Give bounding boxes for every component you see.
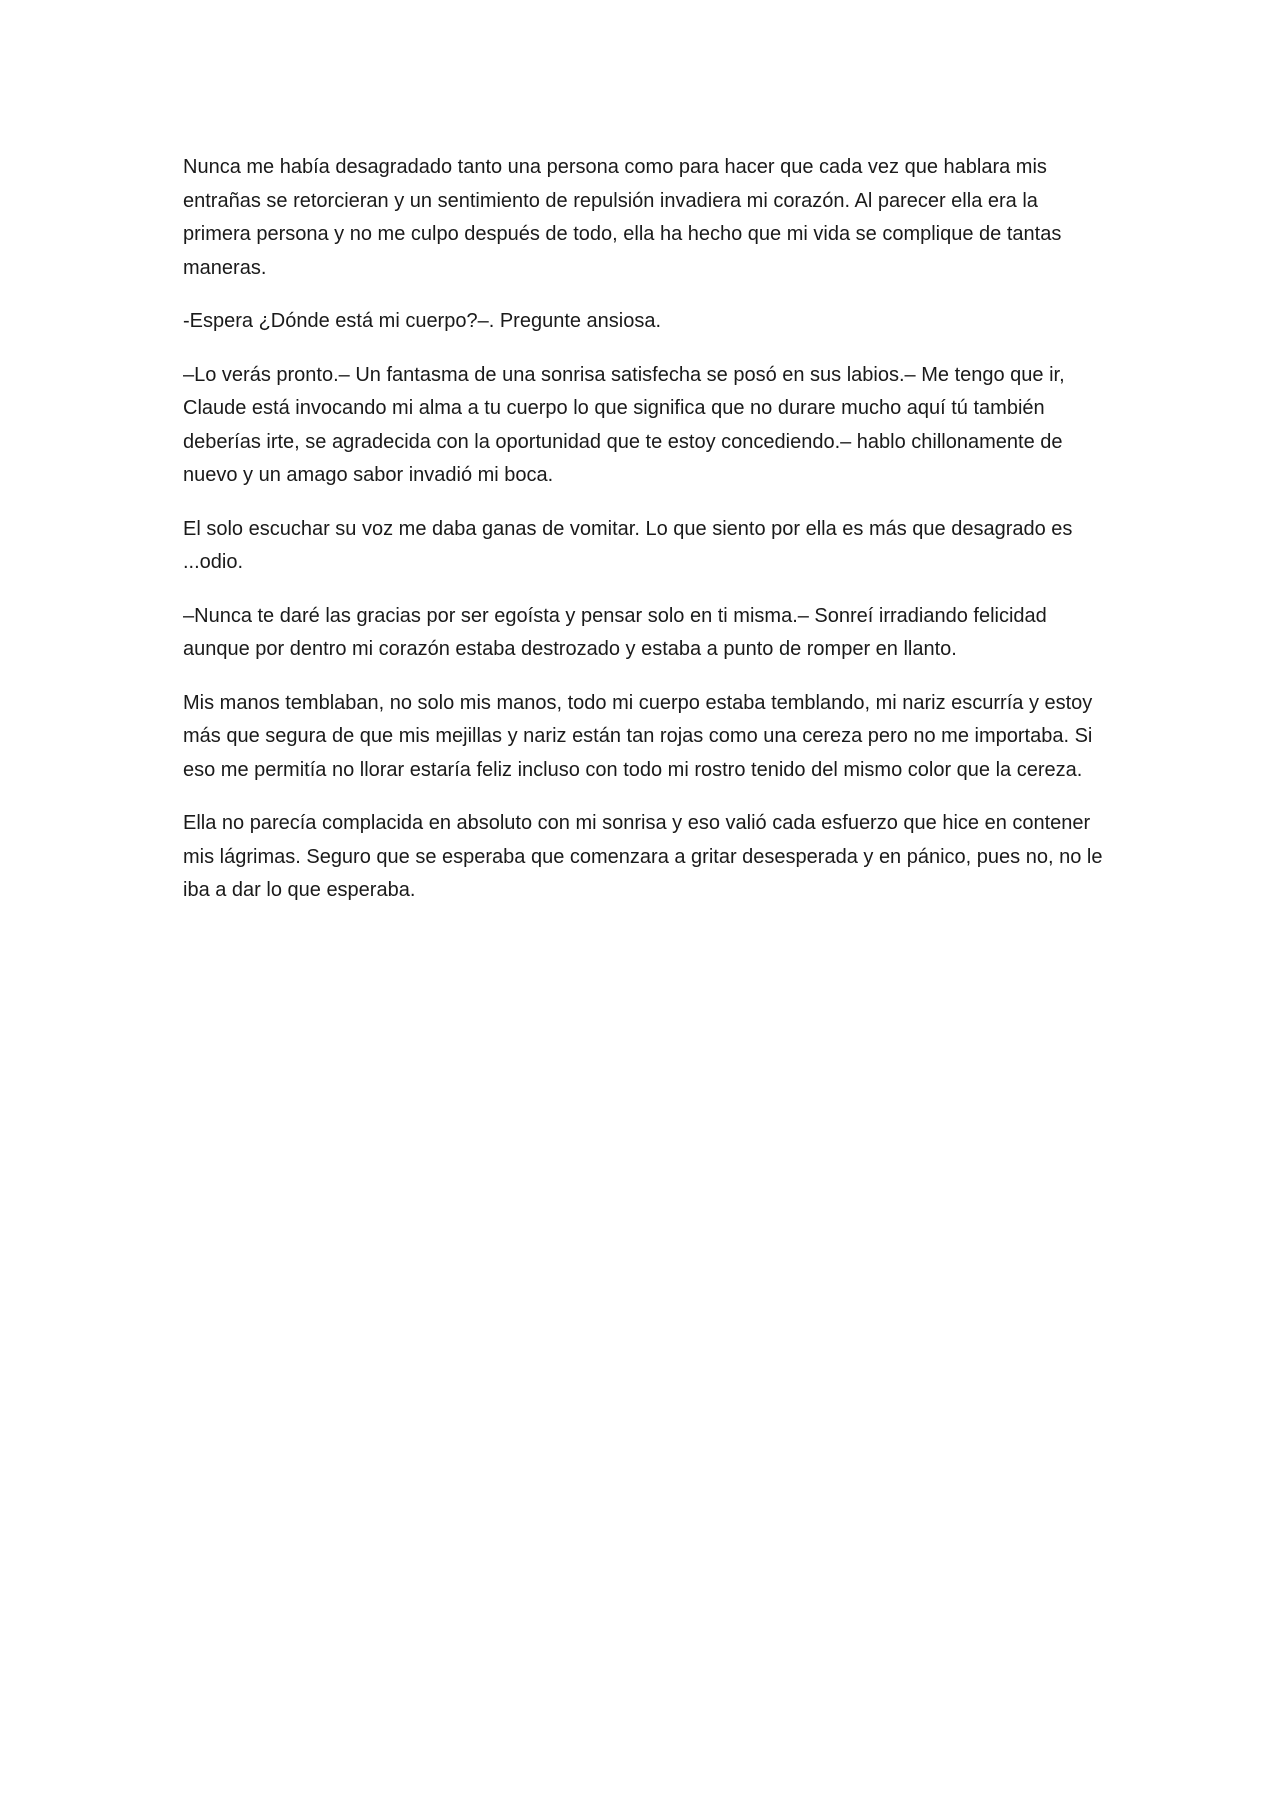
document-body [183, 151, 1103, 928]
paragraph-4: El solo escuchar su voz me daba ganas de vomitar. Lo que siento por ella es más que desagrado es ...odio. [183, 517, 1073, 573]
paragraph-1: Nunca me había desagradado tanto una persona como para hacer que cada vez que hablara mis entrañas se retorcieran y un sentimiento de repulsión invadiera mi corazón. Al parecer ella era la primera persona y no me culpo después de todo, ella ha hecho que mi vida se complique de tantas maneras. [183, 156, 1062, 279]
paragraph-6: Mis manos temblaban, no solo mis manos, todo mi cuerpo estaba temblando, mi nariz escurría y estoy más que segura de que mis mejillas y nariz están tan rojas como una cereza pero no me importaba. Si eso me permitía no llorar estaría feliz incluso con todo mi rostro tenido del mismo color que la cereza. [183, 691, 1093, 781]
paragraph-7: Ella no parecía complacida en absoluto con mi sonrisa y eso valió cada esfuerzo que hice en contener mis lágrimas. Seguro que se esperaba que comenzara a gritar desesperada y en pánico, pues no, no le iba a dar lo que esperaba. [183, 812, 1103, 901]
paragraph-3: –Lo verás pronto.– Un fantasma de una sonrisa satisfecha se posó en sus labios.– Me tengo que ir, Claude está invocando mi alma a tu cuerpo lo que significa que no durare mucho aquí tú también deberías irte, se agradecida con la oportunidad que te estoy concediendo.– hablo chillonamente de nuevo y un amago sabor invadió mi boca. [183, 363, 1065, 486]
paragraph-5: –Nunca te daré las gracias por ser egoísta y pensar solo en ti misma.– Sonreí irradiando felicidad aunque por dentro mi corazón estaba destrozado y estaba a punto de romper en llanto. [183, 604, 1047, 660]
paragraph-2: -Espera ¿Dónde está mi cuerpo?–. Pregunte ansiosa. [183, 310, 662, 332]
